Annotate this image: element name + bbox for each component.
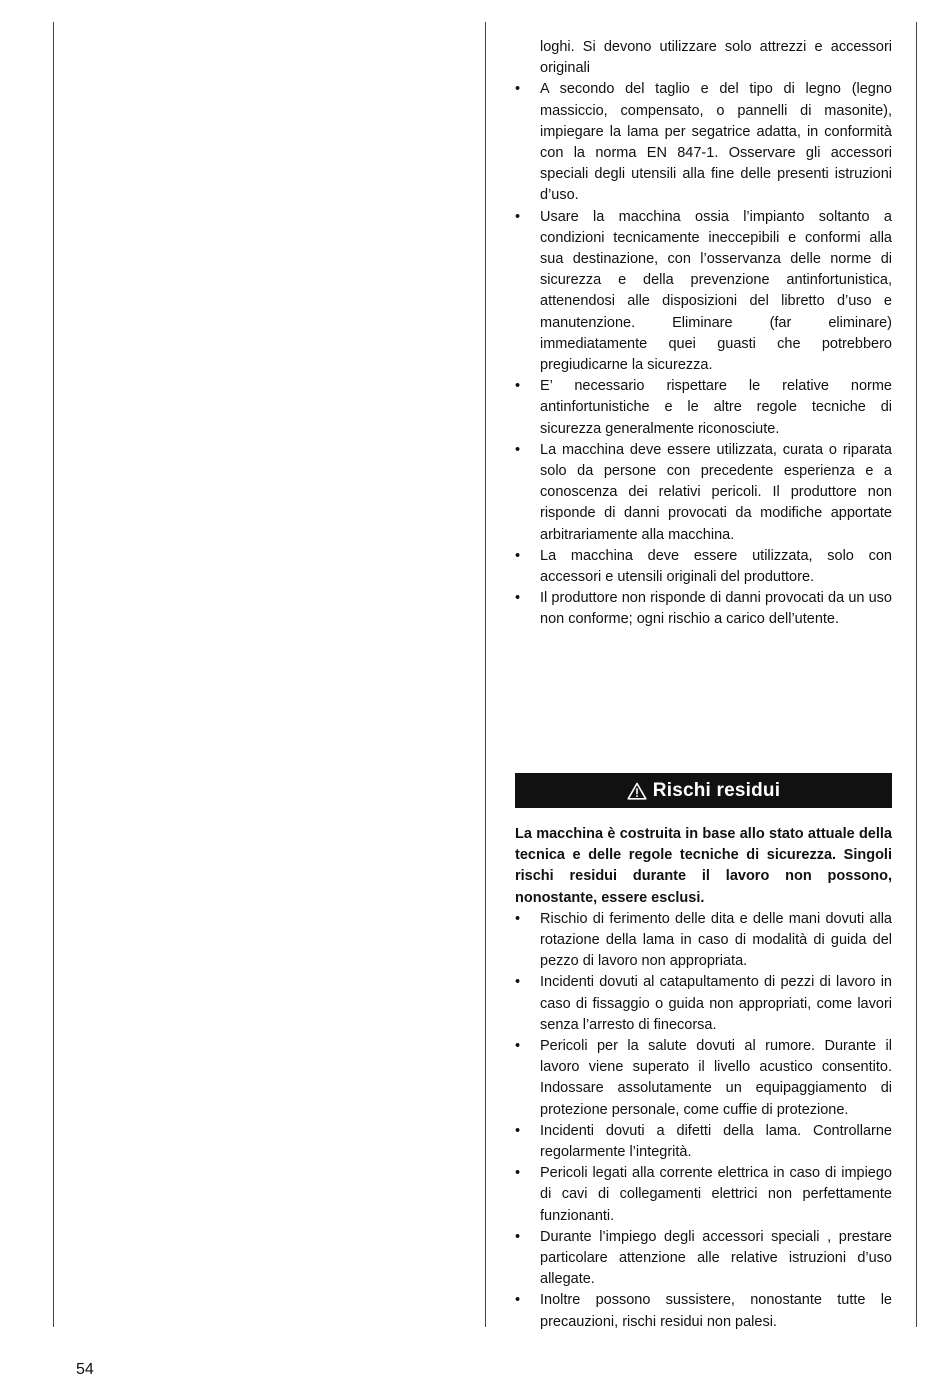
list-item-text: Incidenti dovuti al catapultamento di pezzi di lavoro in caso di fissaggio o guida non appropriati, come lavori senza l’arresto di finecorsa. (540, 974, 892, 1033)
list-item (515, 1121, 892, 1163)
bullet-marker: • (515, 547, 521, 564)
list-item (515, 440, 892, 546)
safety-bullet-list (515, 79, 892, 630)
middle-column-rule (485, 22, 486, 1327)
list-item-text: A secondo del taglio e del tipo di legno (legno massiccio, compensato, o pannelli di masonite), impiegare la lama per segatrice adatta, in conformità con la norma EN 847-1. Osservare gli accessori speciali degli utensili alla fine delle presenti istruzioni d’uso. (540, 81, 892, 204)
left-column-rule (53, 22, 54, 1327)
list-item (515, 1163, 892, 1227)
list-item (515, 1290, 892, 1332)
list-item (515, 546, 892, 588)
bullet-marker: • (515, 974, 521, 991)
bullet-marker: • (515, 81, 521, 98)
bullet-marker: • (515, 1228, 521, 1245)
list-item (515, 1036, 892, 1121)
list-item-text: Pericoli per la salute dovuti al rumore. Durante il lavoro viene superato il livello acustico consentito. Indossare assolutamente un equipaggiamento di protezione personale, come cuffie di protezione. (540, 1038, 892, 1118)
bullet-marker: • (515, 208, 521, 225)
bullet-marker: • (515, 910, 521, 927)
list-item (515, 207, 892, 377)
safety-instructions-column (515, 37, 892, 631)
bullet-marker: • (515, 590, 521, 607)
list-item-text: E’ necessario rispettare le relative norme antinfortunistiche e le altre regole tecniche di sicurezza generalmente riconosciute. (540, 378, 892, 437)
bullet-marker: • (515, 1292, 521, 1309)
page-number: 54 (76, 1361, 94, 1378)
bullet-marker: • (515, 1038, 521, 1055)
section-intro: La macchina è costruita in base allo stato attuale della tecnica e delle regole tecniche di sicurezza. Singoli rischi residui durante il lavoro non possono, nonostante, essere esclusi. (515, 826, 892, 906)
section-heading-banner (515, 773, 892, 808)
list-item-text: Inoltre possono sussistere, nonostante tutte le precauzioni, rischi residui non palesi. (540, 1292, 892, 1330)
list-item (515, 588, 892, 630)
section-title: Rischi residui (652, 779, 781, 801)
list-item-text: Il produttore non risponde di danni provocati da un uso non conforme; ogni rischio a carico dell’utente. (540, 590, 892, 628)
list-item-text: Rischio di ferimento delle dita e delle mani dovuti alla rotazione della lama in caso di modalità di guida del pezzo di lavoro non appropriata. (540, 910, 892, 970)
list-item-text: La macchina deve essere utilizzata, curata o riparata solo da persone con precedente esperienza e a conoscenza dei relativi pericoli. Il produttore non risponde di danni provocati da modifiche apportate arbitrariamente alla macchina. (540, 441, 892, 543)
list-item (515, 909, 892, 973)
list-item (515, 79, 892, 206)
bullet-marker: • (515, 1165, 521, 1182)
bullet-marker: • (515, 441, 521, 458)
list-item (515, 972, 892, 1036)
right-column-rule (916, 22, 917, 1327)
list-item-text: Incidenti dovuti a difetti della lama. Controllarne regolarmente l’integrità. (540, 1122, 892, 1161)
residual-risks-list (515, 909, 892, 1333)
list-item (515, 376, 892, 440)
list-item-text: Pericoli legati alla corrente elettrica in caso di impiego di cavi di collegamenti elettrici non perfettamente funzionanti. (540, 1165, 892, 1224)
warning-triangle-icon (627, 782, 647, 800)
bullet-marker: • (515, 1122, 521, 1139)
list-item-text: Usare la macchina ossia l’impianto soltanto a condizioni tecnicamente ineccepibili e conformi alla sua destinazione, con l’osservanza delle norme di sicurezza e della prevenzione antinfortunistica, attenendosi alle disposizioni del libretto d’uso e manutenzione. Eliminare (far eliminare) immediatamente quei guasti che potrebbero pregiudicarne la sicurezza. (540, 208, 892, 374)
bullet-marker: • (515, 378, 521, 395)
list-item (515, 1227, 892, 1291)
list-item-text: La macchina deve essere utilizzata, solo con accessori e utensili originali del produttore. (540, 547, 892, 586)
continued-paragraph: loghi. Si devono utilizzare solo attrezzi e accessori originali (540, 39, 892, 77)
residual-risks-column (515, 824, 892, 1333)
list-item-text: Durante l’impiego degli accessori speciali , prestare particolare attenzione alle relative istruzioni d’uso allegate. (540, 1228, 892, 1288)
